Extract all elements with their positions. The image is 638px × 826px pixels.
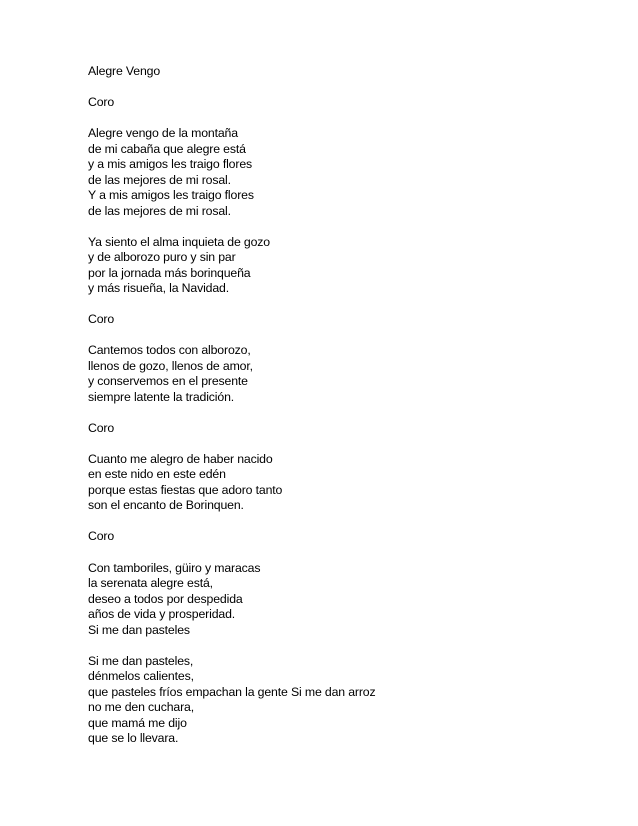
text-line: que se lo llevara.: [88, 731, 179, 746]
text-line: Coro: [88, 312, 115, 327]
text-line: que mamá me dijo: [88, 715, 187, 730]
text-line: Alegre Vengo: [88, 64, 161, 78]
text-line: Y a mis amigos les traigo flores: [88, 188, 254, 203]
text-line: por la jornada más borinqueña: [88, 265, 251, 280]
blank-line: [88, 80, 376, 96]
text-line: años de vida y prosperidad.: [88, 607, 236, 622]
text-line: Cantemos todos con alborozo,: [88, 343, 251, 358]
text-line: Coro: [88, 529, 115, 544]
blank-line: [88, 111, 376, 127]
text-line: y conservemos en el presente: [88, 374, 248, 389]
blank-line: [88, 436, 376, 452]
text-line: Si me dan pasteles: [88, 622, 190, 637]
text-line: y más risueña, la Navidad.: [88, 281, 229, 296]
text-line: de las mejores de mi rosal.: [88, 203, 231, 218]
text-line: y de alborozo puro y sin par: [88, 250, 236, 265]
blank-line: [88, 514, 376, 530]
text-line: la serenata alegre está,: [88, 576, 213, 591]
text-line: de las mejores de mi rosal.: [88, 172, 231, 187]
text-line: dénmelos calientes,: [88, 669, 194, 684]
text-line: en este nido en este edén: [88, 467, 226, 482]
blank-line: [88, 638, 376, 654]
blank-line: [88, 405, 376, 421]
text-line: Coro: [88, 420, 115, 435]
text-line: y a mis amigos les traigo flores: [88, 157, 253, 172]
text-line: Coro: [88, 95, 115, 110]
blank-line: [88, 297, 376, 313]
text-line: no me den cuchara,: [88, 700, 194, 715]
text-line: Alegre vengo de la montaña: [88, 126, 238, 141]
text-line: deseo a todos por despedida: [88, 591, 243, 606]
text-line: son el encanto de Borinquen.: [88, 498, 244, 513]
blank-line: [88, 545, 376, 561]
text-line: porque estas fiestas que adoro tanto: [88, 482, 283, 497]
document-page: [88, 64, 376, 747]
text-line: que pasteles fríos empachan la gente Si me dan arroz: [88, 684, 376, 699]
blank-line: [88, 219, 376, 235]
text-line: Si me dan pasteles,: [88, 653, 194, 668]
blank-line: [88, 328, 376, 344]
text-line: Ya siento el alma inquieta de gozo: [88, 234, 270, 249]
text-line: Con tamboriles, güiro y maracas: [88, 560, 261, 575]
text-line: llenos de gozo, llenos de amor,: [88, 358, 253, 373]
text-line: Cuanto me alegro de haber nacido: [88, 451, 273, 466]
text-line: de mi cabaña que alegre está: [88, 141, 246, 156]
text-line: siempre latente la tradición.: [88, 389, 235, 404]
